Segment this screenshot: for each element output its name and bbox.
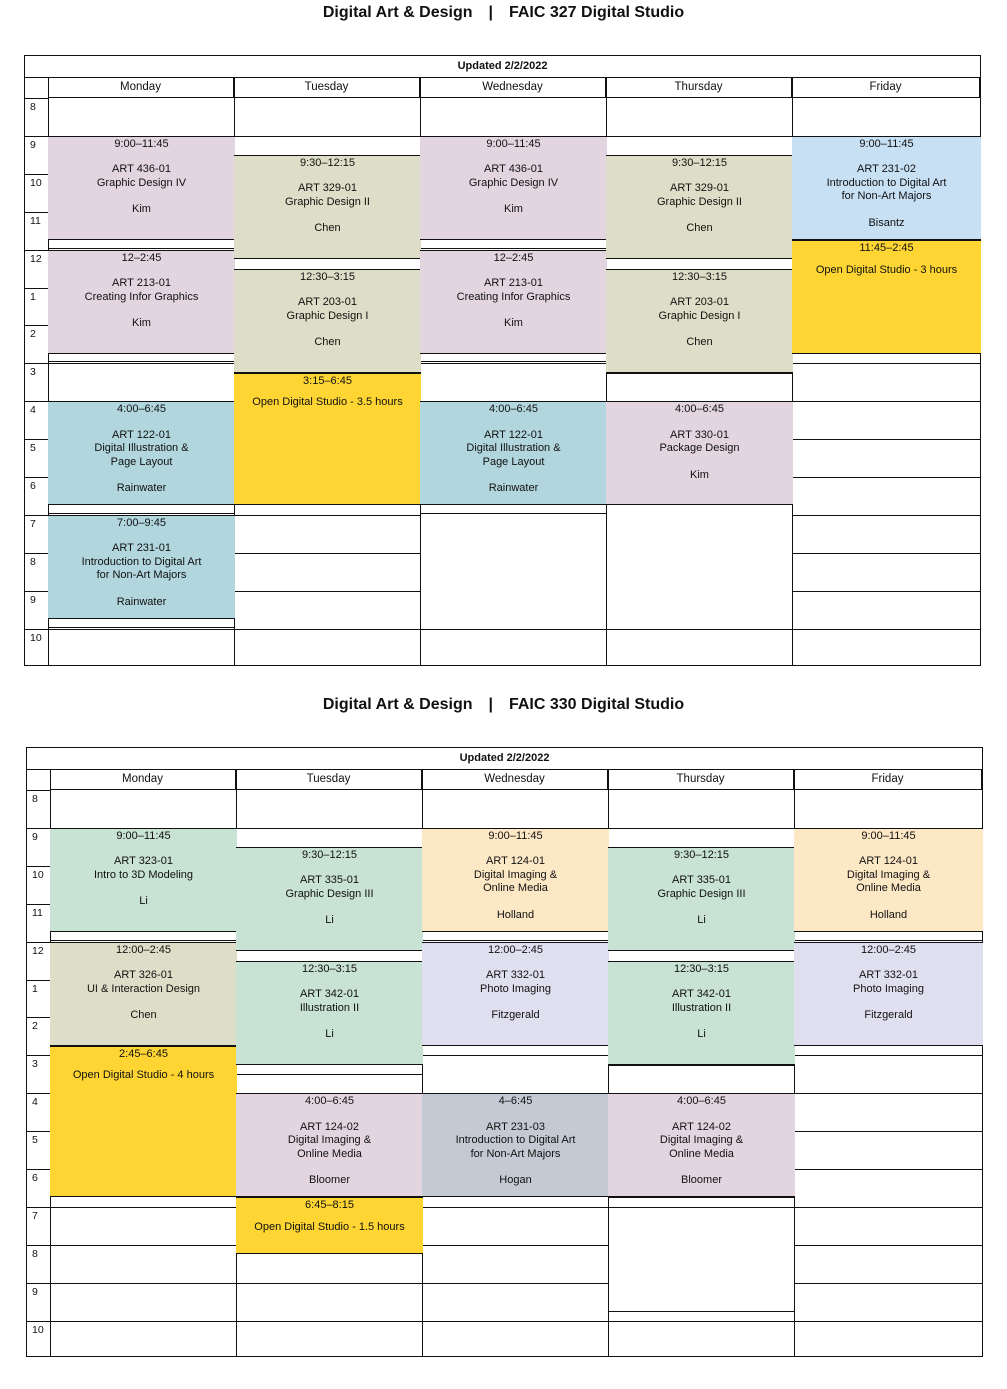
hour-line xyxy=(25,553,48,554)
schedule-1-title-right: FAIC 327 Digital Studio xyxy=(508,4,685,21)
course-code: ART 203-01 xyxy=(670,296,729,309)
instructor-name: Chen xyxy=(130,1009,157,1022)
course-name-line2: for Non-Art Majors xyxy=(470,1147,561,1160)
class-block[interactable] xyxy=(422,942,609,1046)
grid-line xyxy=(608,1065,794,1066)
day-header-monday: Monday xyxy=(48,77,234,98)
hour-label: 8 xyxy=(32,793,38,805)
hour-line xyxy=(27,1055,50,1056)
class-time: 9:00–11:45 xyxy=(488,829,543,842)
instructor-name: Chen xyxy=(314,222,341,235)
hour-label: 11 xyxy=(32,906,43,919)
hour-label: 1 xyxy=(32,982,38,995)
class-block[interactable] xyxy=(420,250,607,354)
hour-line xyxy=(25,250,48,251)
course-code: ART 436-01 xyxy=(484,163,543,176)
hour-line xyxy=(27,1093,50,1094)
class-time: 12–2:45 xyxy=(493,251,534,264)
grid-line xyxy=(50,1207,236,1208)
grid-line xyxy=(420,629,606,630)
hour-line xyxy=(27,828,50,829)
hour-line xyxy=(27,904,50,905)
class-block[interactable] xyxy=(422,1093,609,1197)
course-code: ART 124-01 xyxy=(486,855,545,868)
open-studio-block[interactable] xyxy=(234,373,421,506)
instructor-name: Kim xyxy=(504,317,523,330)
instructor-name: Kim xyxy=(132,203,151,216)
grid-line xyxy=(792,439,980,440)
course-name-line2: Online Media xyxy=(297,1147,362,1160)
grid-line xyxy=(792,591,980,592)
instructor-name: Hogan xyxy=(499,1174,532,1187)
class-time: 11:45–2:45 xyxy=(859,242,914,255)
course-name: Digital Imaging & xyxy=(846,868,931,881)
course-code: ART 326-01 xyxy=(114,969,173,982)
hour-label: 8 xyxy=(30,555,36,568)
class-block[interactable] xyxy=(794,942,983,1046)
hour-label: 10 xyxy=(32,868,44,881)
title-separator: | xyxy=(488,696,493,713)
hour-label: 3 xyxy=(32,1058,38,1071)
course-code: ART 122-01 xyxy=(484,428,543,441)
hour-line xyxy=(27,866,50,867)
class-time: 2:45–6:45 xyxy=(119,1047,168,1060)
instructor-name: Rainwater xyxy=(116,482,167,495)
course-code: ART 436-01 xyxy=(112,163,171,176)
class-time: 7:00–9:45 xyxy=(117,516,166,529)
course-name: Digital Illustration & xyxy=(94,442,189,455)
hour-line xyxy=(25,212,48,213)
grid-line xyxy=(794,1169,982,1170)
grid-line xyxy=(422,940,608,941)
hour-line xyxy=(27,1321,50,1322)
grid-line xyxy=(794,1207,982,1208)
class-block[interactable] xyxy=(794,828,983,932)
class-time: 6:45–8:15 xyxy=(305,1199,354,1212)
open-studio-block[interactable] xyxy=(792,240,981,354)
hour-label: 4 xyxy=(32,1096,38,1109)
course-name: Digital Illustration & xyxy=(466,442,561,455)
grid-line xyxy=(422,1283,608,1284)
grid-line xyxy=(236,828,422,829)
class-block[interactable] xyxy=(608,1093,795,1197)
open-studio-block[interactable] xyxy=(50,1046,237,1198)
grid-line xyxy=(792,629,980,630)
class-time: 4:00–6:45 xyxy=(117,403,166,416)
hour-label: 2 xyxy=(32,1020,38,1033)
class-time: 12:00–2:45 xyxy=(487,943,544,956)
class-block[interactable] xyxy=(606,401,793,505)
course-code: ART 332-01 xyxy=(486,969,545,982)
grid-line xyxy=(792,477,980,478)
class-time: 9:00–11:45 xyxy=(116,829,171,842)
class-block[interactable] xyxy=(606,269,793,373)
grid-line xyxy=(420,513,606,514)
class-block[interactable] xyxy=(236,961,423,1065)
course-name: Photo Imaging xyxy=(480,982,551,995)
class-time: 12:30–3:15 xyxy=(299,270,356,283)
course-name: Introduction to Digital Art xyxy=(455,1134,576,1147)
instructor-name: Holland xyxy=(869,908,908,921)
class-time: 3:15–6:45 xyxy=(303,374,352,387)
instructor-name: Bloomer xyxy=(681,1174,722,1187)
course-code: ART 124-02 xyxy=(300,1120,359,1133)
hour-label: 6 xyxy=(32,1172,38,1184)
day-header-thursday: Thursday xyxy=(608,769,794,790)
course-name-line2: Online Media xyxy=(483,882,548,895)
hour-label: 10 xyxy=(32,1323,44,1336)
class-time: 9:00–11:45 xyxy=(114,137,169,150)
course-code: ART 329-01 xyxy=(670,182,729,195)
course-name: Digital Imaging & xyxy=(287,1134,372,1147)
hour-label: 9 xyxy=(32,830,38,843)
instructor-name: Kim xyxy=(504,203,523,216)
course-name: Graphic Design II xyxy=(285,195,370,208)
hour-line xyxy=(27,1131,50,1132)
instructor-name: Fitzgerald xyxy=(864,1009,913,1022)
instructor-name: Li xyxy=(139,895,148,908)
course-name: Graphic Design I xyxy=(658,309,741,322)
course-code: ART 231-02 xyxy=(857,163,916,176)
grid-line xyxy=(48,363,234,364)
instructor-name: Bloomer xyxy=(309,1174,350,1187)
class-block[interactable] xyxy=(50,942,237,1046)
class-time: 9:00–11:45 xyxy=(861,829,916,842)
class-time: 12:30–3:15 xyxy=(301,962,358,975)
course-name: Photo Imaging xyxy=(853,982,924,995)
course-code: ART 203-01 xyxy=(298,296,357,309)
instructor-name: Chen xyxy=(314,336,341,349)
grid-line xyxy=(236,1074,422,1075)
day-header-wednesday: Wednesday xyxy=(422,769,608,790)
hour-line xyxy=(25,136,48,137)
grid-line xyxy=(794,1055,982,1056)
instructor-name: Li xyxy=(325,1028,334,1041)
hour-line xyxy=(27,1207,50,1208)
instructor-name: Kim xyxy=(690,468,709,481)
hour-label: 10 xyxy=(30,631,42,644)
grid-line xyxy=(794,1321,982,1322)
class-time: 4:00–6:45 xyxy=(675,403,724,416)
grid-line xyxy=(234,553,420,554)
hour-line xyxy=(25,401,48,402)
grid-line xyxy=(608,1207,794,1208)
course-code: ART 124-01 xyxy=(859,855,918,868)
hour-label: 9 xyxy=(30,138,36,151)
day-header-thursday: Thursday xyxy=(606,77,792,98)
open-studio-label: Open Digital Studio - 4 hours xyxy=(72,1069,215,1082)
grid-line xyxy=(422,1245,608,1246)
hour-line xyxy=(25,439,48,440)
hour-label: 5 xyxy=(30,442,36,455)
course-name: Illustration II xyxy=(671,1001,732,1014)
course-name: Digital Imaging & xyxy=(473,868,558,881)
class-time: 12:00–2:45 xyxy=(115,943,172,956)
instructor-name: Rainwater xyxy=(116,595,167,608)
hour-line xyxy=(27,942,50,943)
course-name: Introduction to Digital Art xyxy=(826,176,947,189)
class-block[interactable] xyxy=(234,155,421,259)
course-code: ART 124-02 xyxy=(672,1120,731,1133)
grid-line xyxy=(606,373,792,374)
course-name-line2: for Non-Art Majors xyxy=(96,569,187,582)
course-name-line2: Online Media xyxy=(856,882,921,895)
day-header-friday: Friday xyxy=(792,77,980,98)
class-time: 12:30–3:15 xyxy=(671,270,728,283)
course-name: Graphic Design III xyxy=(657,887,746,900)
grid-line xyxy=(792,515,980,516)
course-code: ART 335-01 xyxy=(300,874,359,887)
class-block[interactable] xyxy=(606,155,793,259)
instructor-name: Holland xyxy=(496,908,535,921)
course-name-line2: Page Layout xyxy=(482,455,545,468)
hour-line xyxy=(27,980,50,981)
class-block[interactable] xyxy=(234,269,421,373)
class-block[interactable] xyxy=(50,828,237,932)
course-code: ART 329-01 xyxy=(298,182,357,195)
course-code: ART 342-01 xyxy=(300,988,359,1001)
instructor-name: Chen xyxy=(686,336,713,349)
grid-line xyxy=(792,363,980,364)
hour-label: 1 xyxy=(30,290,36,303)
instructor-name: Rainwater xyxy=(488,482,539,495)
course-code: ART 342-01 xyxy=(672,988,731,1001)
title-separator: | xyxy=(488,4,493,21)
course-name: Graphic Design III xyxy=(285,887,374,900)
course-name: Introduction to Digital Art xyxy=(81,555,202,568)
hour-label: 2 xyxy=(30,328,36,341)
grid-line xyxy=(48,629,234,630)
grid-line xyxy=(420,361,606,362)
course-name: Graphic Design IV xyxy=(96,176,187,189)
class-block[interactable] xyxy=(422,828,609,932)
class-block[interactable] xyxy=(48,515,235,619)
course-name-line2: for Non-Art Majors xyxy=(841,190,932,203)
hour-line xyxy=(25,591,48,592)
class-block[interactable] xyxy=(48,401,235,505)
instructor-name: Chen xyxy=(686,222,713,235)
class-block[interactable] xyxy=(236,847,423,951)
hour-label: 6 xyxy=(30,480,36,492)
class-time: 9:30–12:15 xyxy=(299,156,356,169)
hour-line xyxy=(25,174,48,175)
class-time: 9:00–11:45 xyxy=(486,137,541,150)
grid-line xyxy=(608,1311,794,1312)
course-code: ART 231-03 xyxy=(486,1120,545,1133)
grid-line xyxy=(792,401,980,402)
hour-line xyxy=(27,790,50,791)
day-header-monday: Monday xyxy=(50,769,236,790)
hour-label: 3 xyxy=(30,366,36,379)
course-code: ART 332-01 xyxy=(859,969,918,982)
grid-line xyxy=(48,513,234,514)
hour-line xyxy=(25,477,48,478)
grid-line xyxy=(794,1093,982,1094)
schedule-2-title-left: Digital Art & Design xyxy=(322,696,473,713)
course-code: ART 323-01 xyxy=(114,855,173,868)
class-block[interactable] xyxy=(48,250,235,354)
schedule-2-title xyxy=(0,696,1007,714)
course-name: UI & Interaction Design xyxy=(86,982,201,995)
hour-label: 7 xyxy=(32,1209,38,1222)
open-studio-block[interactable] xyxy=(236,1197,423,1254)
hour-label: 8 xyxy=(30,101,36,113)
class-time: 9:30–12:15 xyxy=(301,848,358,861)
grid-line xyxy=(422,1321,608,1322)
hour-line xyxy=(25,325,48,326)
hour-label: 4 xyxy=(30,404,36,417)
schedule-2-grid xyxy=(26,747,983,1357)
grid-line xyxy=(606,136,792,137)
grid-line xyxy=(234,515,420,516)
schedule-1-title-left: Digital Art & Design xyxy=(322,4,473,21)
course-name: Intro to 3D Modeling xyxy=(93,868,194,881)
course-code: ART 122-01 xyxy=(112,428,171,441)
grid-line xyxy=(48,248,234,249)
grid-line xyxy=(50,1321,236,1322)
grid-line xyxy=(420,248,606,249)
grid-line xyxy=(48,627,234,628)
class-block[interactable] xyxy=(792,136,981,240)
time-column xyxy=(25,77,49,665)
hour-line xyxy=(27,1017,50,1018)
course-name: Graphic Design II xyxy=(657,195,742,208)
course-name: Package Design xyxy=(659,442,740,455)
hour-label: 9 xyxy=(30,593,36,606)
instructor-name: Fitzgerald xyxy=(491,1009,540,1022)
hour-line xyxy=(25,288,48,289)
hour-label: 12 xyxy=(30,252,42,265)
grid-line xyxy=(236,1283,422,1284)
course-code: ART 213-01 xyxy=(112,277,171,290)
hour-label: 10 xyxy=(30,176,42,189)
class-time: 12:00–2:45 xyxy=(860,943,917,956)
instructor-name: Kim xyxy=(132,317,151,330)
hour-line xyxy=(25,629,48,630)
grid-line xyxy=(422,1055,608,1056)
updated-label: Updated 2/2/2022 xyxy=(27,748,982,770)
instructor-name: Li xyxy=(325,914,334,927)
class-time: 12–2:45 xyxy=(121,251,162,264)
schedule-2-title-right: FAIC 330 Digital Studio xyxy=(508,696,685,713)
grid-line xyxy=(234,629,420,630)
class-block[interactable] xyxy=(48,136,235,240)
grid-line xyxy=(50,1283,236,1284)
grid-line xyxy=(794,940,982,941)
schedule-1-grid xyxy=(24,55,981,666)
class-time: 4–6:45 xyxy=(498,1095,533,1108)
course-code: ART 213-01 xyxy=(484,277,543,290)
grid-line xyxy=(234,591,420,592)
grid-line xyxy=(608,1321,794,1322)
course-name: Creating Infor Graphics xyxy=(456,290,571,303)
schedule-1-title xyxy=(0,4,1007,22)
class-block[interactable] xyxy=(236,1093,423,1197)
day-header-friday: Friday xyxy=(794,769,982,790)
grid-line xyxy=(792,553,980,554)
class-time: 9:00–11:45 xyxy=(859,137,914,150)
grid-line xyxy=(48,361,234,362)
class-block[interactable] xyxy=(420,401,607,505)
grid-line xyxy=(50,940,236,941)
open-studio-label: Open Digital Studio - 1.5 hours xyxy=(254,1220,405,1233)
course-name: Creating Infor Graphics xyxy=(84,290,199,303)
hour-line xyxy=(25,363,48,364)
day-header-wednesday: Wednesday xyxy=(420,77,606,98)
grid-line xyxy=(794,1283,982,1284)
grid-line xyxy=(422,1207,608,1208)
hour-label: 8 xyxy=(32,1247,38,1260)
class-time: 9:30–12:15 xyxy=(673,848,730,861)
course-code: ART 330-01 xyxy=(670,428,729,441)
instructor-name: Li xyxy=(697,914,706,927)
class-time: 9:30–12:15 xyxy=(671,156,728,169)
course-name: Digital Imaging & xyxy=(659,1134,744,1147)
updated-label: Updated 2/2/2022 xyxy=(25,56,980,78)
grid-line xyxy=(608,1197,794,1198)
class-time: 4:00–6:45 xyxy=(489,403,538,416)
day-header-tuesday: Tuesday xyxy=(236,769,422,790)
instructor-name: Bisantz xyxy=(868,216,905,229)
course-name-line2: Online Media xyxy=(669,1147,734,1160)
instructor-name: Li xyxy=(697,1028,706,1041)
hour-label: 5 xyxy=(32,1134,38,1147)
class-block[interactable] xyxy=(608,847,795,951)
hour-label: 11 xyxy=(30,214,41,227)
grid-line xyxy=(794,1131,982,1132)
course-name-line2: Page Layout xyxy=(110,455,173,468)
hour-line xyxy=(27,1169,50,1170)
class-time: 12:30–3:15 xyxy=(673,962,730,975)
hour-label: 9 xyxy=(32,1285,38,1298)
course-name: Graphic Design I xyxy=(286,309,369,322)
grid-line xyxy=(794,1245,982,1246)
course-name: Graphic Design IV xyxy=(468,176,559,189)
time-column xyxy=(27,769,51,1356)
hour-label: 7 xyxy=(30,517,36,530)
hour-line xyxy=(27,1245,50,1246)
hour-line xyxy=(25,515,48,516)
course-code: ART 231-01 xyxy=(112,542,171,555)
hour-line xyxy=(27,1283,50,1284)
class-time: 4:00–6:45 xyxy=(305,1095,354,1108)
grid-line xyxy=(608,828,794,829)
grid-line xyxy=(420,363,606,364)
open-studio-label: Open Digital Studio - 3.5 hours xyxy=(252,396,403,409)
grid-line xyxy=(50,1245,236,1246)
course-code: ART 335-01 xyxy=(672,874,731,887)
course-name: Illustration II xyxy=(299,1001,360,1014)
grid-line xyxy=(234,136,420,137)
open-studio-label: Open Digital Studio - 3 hours xyxy=(815,263,958,276)
class-block[interactable] xyxy=(420,136,607,240)
day-header-tuesday: Tuesday xyxy=(234,77,420,98)
class-time: 4:00–6:45 xyxy=(677,1095,726,1108)
grid-line xyxy=(236,1321,422,1322)
hour-line xyxy=(25,98,48,99)
hour-label: 12 xyxy=(32,944,44,957)
class-block[interactable] xyxy=(608,961,795,1065)
grid-line xyxy=(606,629,792,630)
